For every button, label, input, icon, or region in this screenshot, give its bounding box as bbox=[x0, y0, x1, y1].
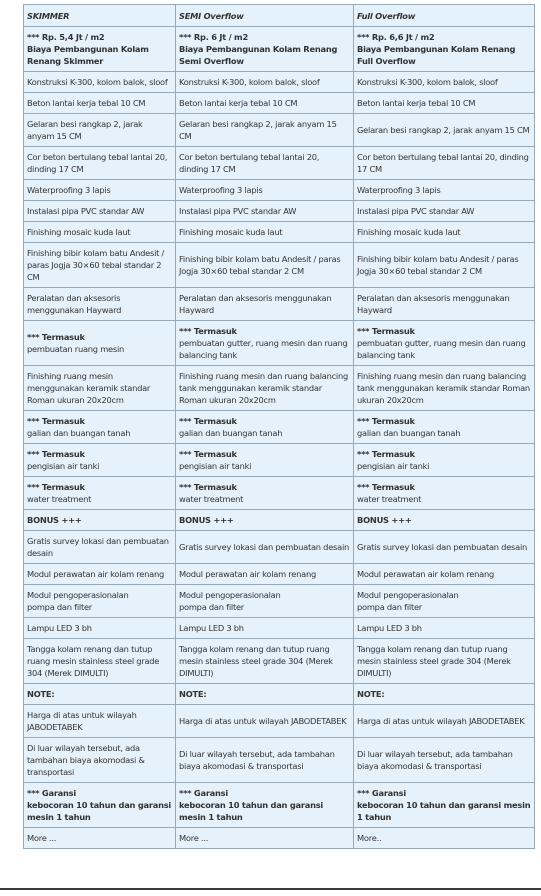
cell-text: pompa dan filter bbox=[357, 602, 422, 612]
table-row bbox=[24, 243, 535, 288]
table-cell-semi-overflow bbox=[176, 477, 354, 510]
cell-text: More.. bbox=[357, 833, 382, 843]
cell-text: Instalasi pipa PVC standar AW bbox=[27, 206, 145, 216]
cell-text: Instalasi pipa PVC standar AW bbox=[357, 206, 475, 216]
table-cell-full-overflow bbox=[354, 114, 535, 147]
table-cell-semi-overflow bbox=[176, 564, 354, 585]
cell-text: Gratis survey lokasi dan pembuatan desain bbox=[27, 536, 169, 558]
table-cell-full-overflow bbox=[354, 201, 535, 222]
cell-text: Tangga kolam renang dan tutup ruang mesin stainless steel grade 304 (Merek DIMULTI) bbox=[27, 644, 160, 678]
cell-text: Cor beton bertulang tebal lantai 20, dinding 17 CM bbox=[179, 152, 320, 174]
table-row bbox=[24, 738, 535, 783]
table-cell-semi-overflow bbox=[176, 243, 354, 288]
table-cell-full-overflow bbox=[354, 828, 535, 849]
table-body bbox=[24, 27, 535, 849]
table-cell-skimmer bbox=[24, 564, 176, 585]
table-cell-skimmer bbox=[24, 738, 176, 783]
cell-text: pompa dan filter bbox=[27, 602, 92, 612]
table-cell-skimmer bbox=[24, 321, 176, 366]
table-cell-semi-overflow bbox=[176, 288, 354, 321]
table-cell-semi-overflow bbox=[176, 222, 354, 243]
table-cell-full-overflow bbox=[354, 411, 535, 444]
cell-text: pengisian air tanki bbox=[357, 461, 430, 471]
table-cell-skimmer bbox=[24, 510, 176, 531]
cell-text: Finishing mosaic kuda laut bbox=[357, 227, 461, 237]
cell-text: Instalasi pipa PVC standar AW bbox=[179, 206, 297, 216]
cell-text: Beton lantai kerja tebal 10 CM bbox=[179, 98, 298, 108]
table-row bbox=[24, 114, 535, 147]
cell-text: *** Rp. 5,4 Jt / m2 bbox=[27, 32, 105, 42]
table-cell-full-overflow bbox=[354, 738, 535, 783]
table-cell-skimmer bbox=[24, 222, 176, 243]
table-row bbox=[24, 618, 535, 639]
table-cell-skimmer bbox=[24, 585, 176, 618]
cell-text: NOTE: bbox=[27, 689, 55, 699]
cell-text: Modul pengoperasionalan bbox=[179, 590, 281, 600]
cell-text: *** Termasuk bbox=[179, 416, 237, 426]
table-row bbox=[24, 147, 535, 180]
table-row bbox=[24, 585, 535, 618]
table-cell-semi-overflow bbox=[176, 201, 354, 222]
cell-text: Waterproofing 3 lapis bbox=[179, 185, 263, 195]
table-cell-full-overflow bbox=[354, 222, 535, 243]
cell-text: Tangga kolam renang dan tutup ruang mesin stainless steel grade 304 (Merek DIMULTI) bbox=[357, 644, 511, 678]
table-cell-full-overflow bbox=[354, 477, 535, 510]
cell-text: pengisian air tanki bbox=[27, 461, 100, 471]
cell-text: Konstruksi K-300, kolom balok, sloof bbox=[357, 77, 498, 87]
table-cell-full-overflow bbox=[354, 639, 535, 684]
cell-text: galian dan buangan tanah bbox=[179, 428, 283, 438]
table-cell-skimmer bbox=[24, 243, 176, 288]
table-cell-skimmer bbox=[24, 411, 176, 444]
cell-text: water treatment bbox=[179, 494, 244, 504]
cell-text: BONUS +++ bbox=[179, 515, 234, 525]
table-cell-full-overflow bbox=[354, 510, 535, 531]
cell-text: Gratis survey lokasi dan pembuatan desain bbox=[357, 542, 528, 552]
table-cell-semi-overflow bbox=[176, 531, 354, 564]
table-cell-skimmer bbox=[24, 180, 176, 201]
table-cell-semi-overflow bbox=[176, 618, 354, 639]
table-cell-full-overflow bbox=[354, 705, 535, 738]
cell-text: NOTE: bbox=[357, 689, 385, 699]
cell-text: Konstruksi K-300, kolom balok, sloof bbox=[179, 77, 320, 87]
table-cell-semi-overflow bbox=[176, 444, 354, 477]
cell-text: Biaya Pembangunan Kolam Renang Skimmer bbox=[27, 44, 149, 66]
table-cell-full-overflow bbox=[354, 618, 535, 639]
cell-text: galian dan buangan tanah bbox=[27, 428, 131, 438]
cell-text: *** Termasuk bbox=[27, 416, 85, 426]
cell-text: kebocoran 10 tahun dan garansi mesin 1 tahun bbox=[357, 800, 531, 822]
table-cell-skimmer bbox=[24, 93, 176, 114]
table-row bbox=[24, 321, 535, 366]
table-cell-semi-overflow bbox=[176, 366, 354, 411]
table-cell-semi-overflow bbox=[176, 321, 354, 366]
table-cell-skimmer bbox=[24, 114, 176, 147]
cell-text: Biaya Pembangunan Kolam Renang Full Overflow bbox=[357, 44, 516, 66]
table-row bbox=[24, 639, 535, 684]
cell-text: pengisian air tanki bbox=[179, 461, 252, 471]
cell-text: *** Rp. 6 Jt / m2 bbox=[179, 32, 248, 42]
table-row bbox=[24, 93, 535, 114]
table-cell-skimmer bbox=[24, 444, 176, 477]
cell-text: Finishing ruang mesin dan ruang balancing tank menggunakan keramik standar Roman ukuran 20x20cm bbox=[179, 371, 349, 405]
cell-text: pembuatan gutter, ruang mesin dan ruang balancing tank bbox=[179, 338, 348, 360]
table-cell-full-overflow bbox=[354, 783, 535, 828]
cell-text: *** Termasuk bbox=[357, 416, 415, 426]
cell-text: *** Termasuk bbox=[357, 449, 415, 459]
table-cell-skimmer bbox=[24, 639, 176, 684]
table-cell-skimmer bbox=[24, 27, 176, 72]
table-cell-full-overflow bbox=[354, 147, 535, 180]
table-cell-skimmer bbox=[24, 705, 176, 738]
cell-text: Konstruksi K-300, kolom balok, sloof bbox=[27, 77, 168, 87]
cell-text: pembuatan ruang mesin bbox=[27, 344, 125, 354]
comparison-table bbox=[23, 4, 535, 849]
table-cell-skimmer bbox=[24, 288, 176, 321]
table-cell-full-overflow bbox=[354, 180, 535, 201]
table-cell-full-overflow bbox=[354, 564, 535, 585]
cell-text: *** Garansi bbox=[27, 788, 76, 798]
table-cell-semi-overflow bbox=[176, 93, 354, 114]
table-cell-full-overflow bbox=[354, 585, 535, 618]
table-cell-semi-overflow bbox=[176, 828, 354, 849]
table-cell-full-overflow bbox=[354, 93, 535, 114]
cell-text: Lampu LED 3 bh bbox=[179, 623, 244, 633]
cell-text: *** Termasuk bbox=[179, 326, 237, 336]
cell-text: kebocoran 10 tahun dan garansi mesin 1 tahun bbox=[179, 800, 324, 822]
table-cell-skimmer bbox=[24, 147, 176, 180]
table-cell-semi-overflow bbox=[176, 705, 354, 738]
table-row bbox=[24, 72, 535, 93]
cell-text: Finishing bibir kolam batu Andesit / paras Jogja 30×60 tebal standar 2 CM bbox=[27, 248, 165, 282]
cell-text: water treatment bbox=[357, 494, 422, 504]
cell-text: pembuatan gutter, ruang mesin dan ruang balancing tank bbox=[357, 338, 526, 360]
table-cell-semi-overflow bbox=[176, 411, 354, 444]
cell-text: Lampu LED 3 bh bbox=[357, 623, 422, 633]
table-cell-skimmer bbox=[24, 783, 176, 828]
cell-text: Harga di atas untuk wilayah JABODETABEK bbox=[357, 716, 525, 726]
cell-text: Peralatan dan aksesoris menggunakan Hayward bbox=[357, 293, 510, 315]
table-row bbox=[24, 684, 535, 705]
table-cell-semi-overflow bbox=[176, 585, 354, 618]
table-cell-semi-overflow bbox=[176, 27, 354, 72]
cell-text: Biaya Pembangunan Kolam Renang Semi Overflow bbox=[179, 44, 338, 66]
cell-text: *** Termasuk bbox=[357, 326, 415, 336]
cell-text: Cor beton bertulang tebal lantai 20, dinding 17 CM bbox=[27, 152, 168, 174]
table-cell-full-overflow bbox=[354, 288, 535, 321]
cell-text: Peralatan dan aksesoris menggunakan Hayward bbox=[179, 293, 332, 315]
cell-text: More ... bbox=[27, 833, 57, 843]
cell-text: Di luar wilayah tersebut, ada tambahan biaya akomodasi & transportasi bbox=[357, 749, 513, 771]
cell-text: Finishing mosaic kuda laut bbox=[27, 227, 131, 237]
cell-text: Beton lantai kerja tebal 10 CM bbox=[357, 98, 476, 108]
cell-text: Finishing bibir kolam batu Andesit / paras Jogja 30×60 tebal standar 2 CM bbox=[179, 254, 341, 276]
cell-text: Gelaran besi rangkap 2, jarak anyam 15 CM bbox=[27, 119, 143, 141]
table-row bbox=[24, 564, 535, 585]
table-cell-skimmer bbox=[24, 477, 176, 510]
cell-text: Modul pengoperasionalan bbox=[27, 590, 129, 600]
table-row bbox=[24, 510, 535, 531]
table-row bbox=[24, 180, 535, 201]
cell-text: NOTE: bbox=[179, 689, 207, 699]
cell-text: More ... bbox=[179, 833, 209, 843]
cell-text: Finishing ruang mesin menggunakan keramik standar Roman ukuran 20x20cm bbox=[27, 371, 151, 405]
table-cell-full-overflow bbox=[354, 72, 535, 93]
cell-text: *** Garansi bbox=[179, 788, 228, 798]
table-cell-skimmer bbox=[24, 828, 176, 849]
cell-text: Gelaran besi rangkap 2, jarak anyam 15 CM bbox=[179, 119, 337, 141]
bottom-divider bbox=[0, 888, 541, 890]
cell-text: *** Termasuk bbox=[179, 482, 237, 492]
table-row bbox=[24, 477, 535, 510]
cell-text: water treatment bbox=[27, 494, 92, 504]
cell-text: Modul pengoperasionalan bbox=[357, 590, 459, 600]
cell-text: *** Termasuk bbox=[357, 482, 415, 492]
table-row bbox=[24, 201, 535, 222]
table-row bbox=[24, 366, 535, 411]
table-cell-skimmer bbox=[24, 531, 176, 564]
table-row bbox=[24, 531, 535, 564]
cell-text: Finishing ruang mesin dan ruang balancing tank menggunakan keramik standar Roman ukuran 20x20cm bbox=[357, 371, 530, 405]
table-cell-skimmer bbox=[24, 618, 176, 639]
column-header-skimmer: SKIMMER bbox=[24, 5, 176, 27]
cell-text: BONUS +++ bbox=[27, 515, 82, 525]
table-row bbox=[24, 288, 535, 321]
cell-text: Cor beton bertulang tebal lantai 20, dinding 17 CM bbox=[357, 152, 529, 174]
cell-text: Lampu LED 3 bh bbox=[27, 623, 92, 633]
cell-text: Harga di atas untuk wilayah JABODETABEK bbox=[179, 716, 347, 726]
cell-text: Modul perawatan air kolam renang bbox=[179, 569, 317, 579]
cell-text: Waterproofing 3 lapis bbox=[357, 185, 441, 195]
table-cell-semi-overflow bbox=[176, 738, 354, 783]
table-cell-semi-overflow bbox=[176, 180, 354, 201]
table-cell-semi-overflow bbox=[176, 684, 354, 705]
table-cell-full-overflow bbox=[354, 321, 535, 366]
table-cell-full-overflow bbox=[354, 444, 535, 477]
table-row bbox=[24, 444, 535, 477]
cell-text: galian dan buangan tanah bbox=[357, 428, 461, 438]
cell-text: Finishing mosaic kuda laut bbox=[179, 227, 283, 237]
table-row bbox=[24, 705, 535, 738]
table-cell-semi-overflow bbox=[176, 114, 354, 147]
cell-text: Finishing bibir kolam batu Andesit / paras Jogja 30×60 tebal standar 2 CM bbox=[357, 254, 519, 276]
cell-text: Di luar wilayah tersebut, ada tambahan biaya akomodasi & transportasi bbox=[179, 749, 335, 771]
table-cell-skimmer bbox=[24, 366, 176, 411]
table-cell-full-overflow bbox=[354, 366, 535, 411]
cell-text: Modul perawatan air kolam renang bbox=[27, 569, 165, 579]
table-cell-full-overflow bbox=[354, 27, 535, 72]
table-row bbox=[24, 783, 535, 828]
table-cell-full-overflow bbox=[354, 531, 535, 564]
cell-text: Di luar wilayah tersebut, ada tambahan biaya akomodasi & transportasi bbox=[27, 743, 145, 777]
table-row bbox=[24, 828, 535, 849]
cell-text: Modul perawatan air kolam renang bbox=[357, 569, 495, 579]
table-cell-skimmer bbox=[24, 201, 176, 222]
column-header-semi-overflow: SEMI Overflow bbox=[176, 5, 354, 27]
cell-text: Harga di atas untuk wilayah JABODETABEK bbox=[27, 710, 137, 732]
cell-text: *** Garansi bbox=[357, 788, 406, 798]
table-cell-semi-overflow bbox=[176, 639, 354, 684]
header-row bbox=[24, 5, 535, 27]
cell-text: *** Termasuk bbox=[27, 482, 85, 492]
cell-text: Gratis survey lokasi dan pembuatan desain bbox=[179, 542, 350, 552]
cell-text: pompa dan filter bbox=[179, 602, 244, 612]
cell-text: Beton lantai kerja tebal 10 CM bbox=[27, 98, 146, 108]
table-row bbox=[24, 222, 535, 243]
table-row bbox=[24, 411, 535, 444]
column-header-full-overflow: Full Overflow bbox=[354, 5, 535, 27]
table-cell-semi-overflow bbox=[176, 783, 354, 828]
table-row bbox=[24, 27, 535, 72]
table-cell-skimmer bbox=[24, 684, 176, 705]
cell-text: *** Termasuk bbox=[179, 449, 237, 459]
cell-text: BONUS +++ bbox=[357, 515, 412, 525]
cell-text: Peralatan dan aksesoris menggunakan Hayward bbox=[27, 293, 122, 315]
cell-text: kebocoran 10 tahun dan garansi mesin 1 tahun bbox=[27, 800, 172, 822]
table-cell-full-overflow bbox=[354, 243, 535, 288]
table-cell-semi-overflow bbox=[176, 72, 354, 93]
table-cell-semi-overflow bbox=[176, 510, 354, 531]
cell-text: Tangga kolam renang dan tutup ruang mesin stainless steel grade 304 (Merek DIMULTI) bbox=[179, 644, 333, 678]
table-cell-skimmer bbox=[24, 72, 176, 93]
table-cell-full-overflow bbox=[354, 684, 535, 705]
table-cell-semi-overflow bbox=[176, 147, 354, 180]
cell-text: *** Termasuk bbox=[27, 332, 85, 342]
cell-text: *** Rp. 6,6 Jt / m2 bbox=[357, 32, 435, 42]
cell-text: Waterproofing 3 lapis bbox=[27, 185, 111, 195]
cell-text: Gelaran besi rangkap 2, jarak anyam 15 CM bbox=[357, 125, 530, 135]
cell-text: *** Termasuk bbox=[27, 449, 85, 459]
